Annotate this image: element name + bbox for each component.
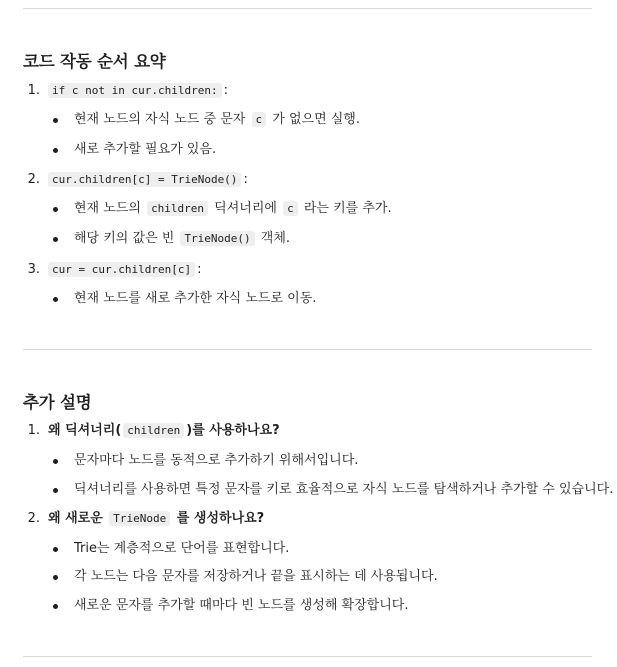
list-number: 1.	[27, 83, 40, 98]
bullet-dot	[53, 148, 58, 153]
bullet-text: 딕셔너리에	[210, 201, 282, 216]
question-text: 왜 새로운	[48, 511, 108, 526]
bullet-text: 객체.	[256, 231, 291, 246]
bullet-text: 라는 키를 추가.	[299, 201, 392, 216]
bullet-text: 가 없으면 실행.	[268, 112, 361, 127]
bullet-item: 현재 노드를 새로 추가한 자식 노드로 이동.	[74, 291, 317, 306]
bullet-item: 문자마다 노드를 동적으로 추가하기 위해서입니다.	[74, 453, 359, 468]
bullet-dot	[53, 207, 58, 212]
inline-code: if c not in cur.children:	[48, 83, 222, 98]
question-text: 왜 딕셔너리(	[48, 423, 122, 438]
bullet-item: 딕셔너리를 사용하면 특정 문자를 키로 효율적으로 자식 노드를 탐색하거나 추가할 수 있습니다.	[74, 482, 614, 497]
item-suffix: :	[243, 172, 248, 187]
bullet-item: Trie는 계층적으로 단어를 표현합니다.	[74, 541, 290, 556]
section-heading-extra-explanation: 추가 설명	[23, 393, 92, 412]
bullet-dot	[53, 459, 58, 464]
inline-code: c	[252, 112, 267, 127]
bullet-item: 새로운 문자를 추가할 때마다 빈 노드를 생성해 확장합니다.	[74, 598, 409, 613]
bullet-dot	[53, 297, 58, 302]
bullet-text: 현재 노드의	[74, 201, 146, 216]
bullet-dot	[53, 237, 58, 242]
bullet-item	[74, 199, 392, 219]
ordered-item-question-1	[48, 421, 280, 441]
bullet-dot	[53, 604, 58, 609]
inline-code: c	[283, 201, 298, 216]
bullet-item	[74, 110, 360, 130]
bullet-dot	[53, 118, 58, 123]
bullet-item	[74, 229, 290, 249]
inline-code: children	[147, 201, 208, 216]
inline-code: TrieNode()	[180, 231, 254, 246]
item-suffix: :	[197, 262, 202, 277]
bullet-item: 각 노드는 다음 문자를 저장하거나 끝을 표시하는 데 사용됩니다.	[74, 569, 438, 584]
item-suffix: :	[223, 83, 228, 98]
bullet-item: 새로 추가할 필요가 있음.	[74, 142, 217, 157]
ordered-item-3	[48, 260, 201, 280]
inline-code: cur.children[c] = TrieNode()	[48, 172, 241, 187]
bullet-dot	[53, 575, 58, 580]
list-number: 1.	[27, 423, 40, 438]
inline-code: cur = cur.children[c]	[48, 262, 195, 277]
bullet-text: 현재 노드의 자식 노드 중 문자	[74, 112, 250, 127]
section-heading-code-order: 코드 작동 순서 요약	[23, 52, 166, 71]
bullet-dot	[53, 547, 58, 552]
divider-bottom	[23, 656, 592, 657]
divider-top	[23, 8, 592, 9]
inline-code: TrieNode	[109, 511, 170, 526]
bullet-dot	[53, 488, 58, 493]
question-text: 를 생성하나요?	[172, 511, 265, 526]
list-number: 2.	[27, 511, 40, 526]
question-text: )를 사용하나요?	[186, 423, 280, 438]
inline-code: children	[123, 423, 184, 438]
ordered-item-question-2	[48, 509, 264, 529]
ordered-item-1	[48, 81, 228, 101]
ordered-item-2	[48, 170, 248, 190]
list-number: 3.	[27, 262, 40, 277]
list-number: 2.	[27, 172, 40, 187]
bullet-text: 해당 키의 값은 빈	[74, 231, 179, 246]
divider-middle	[23, 349, 592, 350]
